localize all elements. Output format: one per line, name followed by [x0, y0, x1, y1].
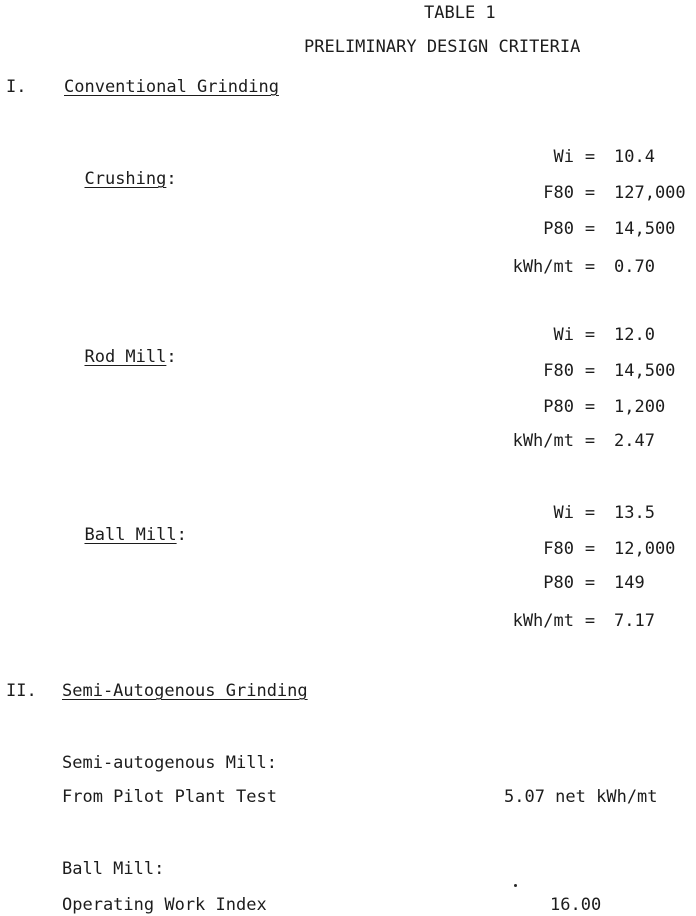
rod-mill-label-group [64, 324, 177, 368]
param-key: Wi [553, 503, 574, 523]
param-key: kWh/mt [512, 431, 574, 451]
param-key: P80 [543, 397, 574, 417]
section-1-numeral: I. [6, 77, 27, 97]
equals-sign: = [584, 539, 596, 559]
sag-mill-label: Semi-autogenous Mill: [62, 753, 277, 773]
param-value: 12.0 [614, 325, 655, 345]
param-value: 127,000 [614, 183, 686, 203]
crushing-colon: : [166, 169, 177, 189]
rod-mill-colon: : [166, 347, 177, 367]
param-key: P80 [543, 219, 574, 239]
param-value: 12,000 [614, 539, 676, 559]
equals-sign: = [584, 361, 596, 381]
ball-mill-label: Ball Mill [84, 525, 177, 545]
equals-sign: = [584, 257, 596, 277]
equals-sign: = [584, 325, 596, 345]
param-value: 149 [614, 573, 645, 593]
scan-speck [514, 884, 517, 887]
param-value: 1,200 [614, 397, 666, 417]
param-key: Wi [553, 147, 574, 167]
ball-mill-colon: : [176, 525, 187, 545]
sag-mill-source: From Pilot Plant Test [62, 787, 277, 807]
crushing-label: Crushing [84, 169, 167, 189]
equals-sign: = [584, 503, 596, 523]
equals-sign: = [584, 397, 596, 417]
equals-sign: = [584, 147, 596, 167]
param-value: 14,500 [614, 361, 676, 381]
work-index-value: 16.00 [550, 895, 602, 915]
param-key: P80 [543, 573, 574, 593]
equals-sign: = [584, 611, 596, 631]
table-number: TABLE 1 [424, 3, 496, 23]
table-title: PRELIMINARY DESIGN CRITERIA [304, 37, 581, 57]
param-key: kWh/mt [512, 611, 574, 631]
section-2-heading: Semi-Autogenous Grinding [62, 681, 308, 701]
equals-sign: = [584, 573, 596, 593]
param-key: F80 [543, 361, 574, 381]
param-value: 2.47 [614, 431, 655, 451]
param-key: Wi [553, 325, 574, 345]
ball-mill-label-group [64, 502, 187, 546]
sag-mill-value: 5.07 net kWh/mt [504, 787, 658, 807]
section-2-numeral: II. [6, 681, 37, 701]
param-value: 7.17 [614, 611, 655, 631]
param-value: 14,500 [614, 219, 676, 239]
equals-sign: = [584, 219, 596, 239]
param-value: 0.70 [614, 257, 655, 277]
param-value: 10.4 [614, 147, 655, 167]
param-key: kWh/mt [512, 257, 574, 277]
ball-mill-label-2: Ball Mill: [62, 859, 165, 879]
work-index-label: Operating Work Index [62, 895, 267, 915]
param-key: F80 [543, 183, 574, 203]
param-value: 13.5 [614, 503, 655, 523]
param-key: F80 [543, 539, 574, 559]
crushing-label-group [64, 146, 177, 190]
equals-sign: = [584, 183, 596, 203]
rod-mill-label: Rod Mill [84, 347, 167, 367]
equals-sign: = [584, 431, 596, 451]
section-1-heading: Conventional Grinding [64, 77, 279, 97]
